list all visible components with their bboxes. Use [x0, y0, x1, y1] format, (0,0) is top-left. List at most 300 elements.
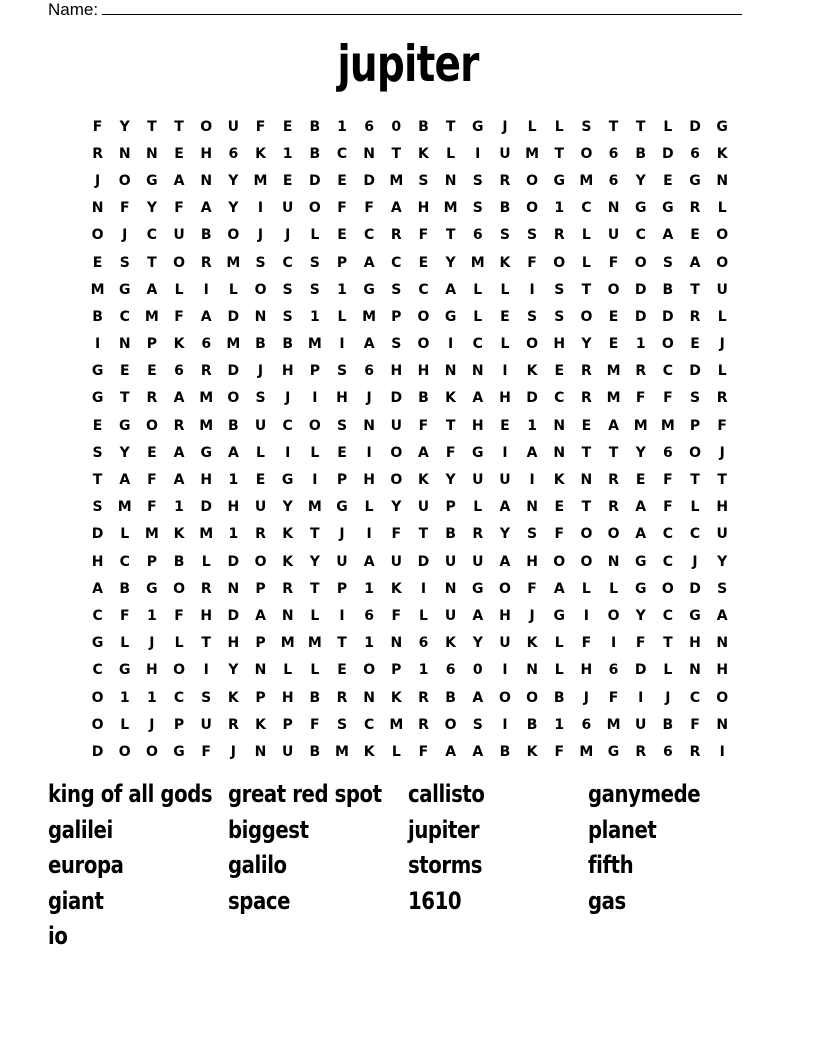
grid-letter[interactable]: L	[201, 553, 211, 570]
grid-letter[interactable]: O	[716, 227, 729, 244]
grid-letter[interactable]: Y	[119, 118, 130, 135]
grid-letter[interactable]: L	[364, 499, 374, 516]
grid-letter[interactable]: O	[634, 254, 647, 271]
grid-letter[interactable]: 1	[228, 526, 239, 543]
grid-letter[interactable]: L	[717, 363, 727, 380]
grid-letter[interactable]: S	[527, 227, 538, 244]
grid-letter[interactable]: S	[581, 118, 592, 135]
grid-letter[interactable]: B	[228, 417, 239, 434]
grid-letter[interactable]: A	[499, 499, 511, 516]
grid-letter[interactable]: R	[581, 363, 592, 380]
grid-letter[interactable]: I	[502, 444, 508, 461]
grid-letter[interactable]: A	[418, 444, 429, 461]
grid-letter[interactable]: N	[146, 145, 158, 162]
grid-letter[interactable]: U	[390, 417, 402, 434]
grid-letter[interactable]: N	[227, 580, 240, 597]
grid-letter[interactable]: G	[173, 743, 185, 760]
grid-letter[interactable]: F	[119, 607, 130, 624]
grid-letter[interactable]: A	[255, 607, 266, 624]
grid-letter[interactable]: 1	[174, 499, 184, 516]
grid-letter[interactable]: L	[473, 281, 483, 298]
grid-letter[interactable]: C	[173, 689, 185, 706]
grid-letter[interactable]: N	[254, 743, 267, 760]
grid-letter[interactable]: K	[553, 472, 565, 489]
grid-letter[interactable]: S	[92, 499, 103, 516]
grid-letter[interactable]: T	[608, 118, 619, 135]
grid-letter[interactable]: S	[282, 281, 293, 298]
grid-letter[interactable]: O	[254, 553, 267, 570]
grid-letter[interactable]: L	[120, 716, 130, 733]
grid-letter[interactable]: T	[119, 390, 130, 407]
grid-letter[interactable]: O	[526, 172, 539, 189]
grid-letter[interactable]: H	[390, 363, 403, 380]
grid-letter[interactable]: L	[663, 662, 673, 679]
grid-letter[interactable]: D	[634, 662, 647, 679]
grid-letter[interactable]: T	[310, 580, 320, 597]
grid-letter[interactable]: 6	[662, 444, 673, 461]
grid-letter[interactable]: J	[94, 172, 101, 189]
grid-letter[interactable]: Y	[445, 254, 456, 271]
grid-letter[interactable]: P	[255, 580, 266, 597]
grid-letter[interactable]: M	[606, 716, 621, 733]
grid-letter[interactable]: I	[339, 607, 345, 624]
grid-letter[interactable]: I	[719, 743, 725, 760]
grid-letter[interactable]: 6	[472, 227, 483, 244]
grid-letter[interactable]: 0	[472, 662, 483, 679]
grid-letter[interactable]: G	[91, 390, 104, 407]
grid-letter[interactable]: D	[91, 526, 104, 543]
grid-letter[interactable]: S	[418, 172, 429, 189]
grid-letter[interactable]: E	[337, 662, 347, 679]
grid-letter[interactable]: G	[118, 417, 131, 434]
grid-letter[interactable]: R	[716, 390, 728, 407]
grid-letter[interactable]: F	[255, 118, 266, 135]
grid-letter[interactable]: F	[717, 417, 727, 434]
grid-letter[interactable]: R	[581, 390, 592, 407]
grid-letter[interactable]: P	[391, 308, 402, 325]
grid-letter[interactable]: J	[583, 689, 589, 706]
grid-letter[interactable]: P	[146, 336, 158, 353]
grid-letter[interactable]: T	[690, 472, 700, 489]
grid-letter[interactable]: G	[336, 499, 348, 516]
grid-letter[interactable]: U	[173, 227, 185, 244]
grid-letter[interactable]: R	[499, 172, 511, 189]
grid-letter[interactable]: L	[473, 308, 483, 325]
grid-letter[interactable]: Y	[309, 553, 320, 570]
grid-letter[interactable]: N	[689, 662, 701, 679]
grid-letter[interactable]: E	[581, 417, 592, 434]
grid-letter[interactable]: F	[147, 472, 157, 489]
grid-letter[interactable]: 6	[364, 607, 375, 624]
grid-letter[interactable]: A	[227, 444, 239, 461]
grid-letter[interactable]: L	[717, 308, 727, 325]
grid-letter[interactable]: P	[689, 417, 701, 434]
grid-letter[interactable]: D	[200, 499, 213, 516]
grid-letter[interactable]: E	[663, 172, 673, 189]
grid-letter[interactable]: C	[336, 145, 348, 162]
grid-letter[interactable]: P	[336, 254, 348, 271]
grid-letter[interactable]: M	[443, 200, 458, 217]
grid-letter[interactable]: L	[554, 635, 564, 652]
grid-letter[interactable]: B	[553, 689, 565, 706]
grid-letter[interactable]: K	[282, 553, 294, 570]
grid-letter[interactable]: F	[527, 254, 537, 271]
grid-letter[interactable]: G	[472, 444, 484, 461]
grid-letter[interactable]: 1	[147, 689, 157, 706]
grid-letter[interactable]: Y	[282, 499, 293, 516]
grid-letter[interactable]: G	[634, 200, 647, 217]
grid-letter[interactable]: S	[336, 716, 348, 733]
grid-letter[interactable]: R	[472, 526, 484, 543]
grid-letter[interactable]: 1	[337, 281, 347, 298]
grid-letter[interactable]: U	[499, 635, 511, 652]
grid-letter[interactable]: T	[147, 118, 157, 135]
grid-letter[interactable]: R	[418, 689, 429, 706]
grid-letter[interactable]: L	[527, 118, 537, 135]
grid-letter[interactable]: H	[580, 662, 593, 679]
grid-letter[interactable]: H	[200, 607, 213, 624]
grid-letter[interactable]: M	[606, 363, 621, 380]
grid-letter[interactable]: Y	[119, 444, 130, 461]
grid-letter[interactable]: R	[608, 499, 619, 516]
grid-letter[interactable]: S	[717, 580, 728, 597]
grid-letter[interactable]: L	[609, 580, 618, 597]
grid-letter[interactable]: L	[554, 118, 564, 135]
grid-letter[interactable]: G	[472, 118, 484, 135]
grid-letter[interactable]: K	[173, 336, 185, 353]
grid-letter[interactable]: S	[119, 254, 130, 271]
grid-letter[interactable]: M	[90, 281, 105, 298]
grid-letter[interactable]: R	[608, 472, 619, 489]
grid-letter[interactable]: M	[579, 743, 594, 760]
grid-letter[interactable]: E	[500, 417, 510, 434]
grid-letter[interactable]: Y	[472, 635, 483, 652]
grid-letter[interactable]: R	[173, 417, 185, 434]
grid-letter[interactable]: M	[199, 417, 214, 434]
grid-letter[interactable]: K	[282, 526, 294, 543]
grid-letter[interactable]: F	[391, 607, 402, 624]
grid-letter[interactable]: N	[118, 145, 131, 162]
grid-letter[interactable]: N	[363, 417, 375, 434]
grid-letter[interactable]: G	[281, 472, 294, 489]
grid-letter[interactable]: A	[526, 444, 538, 461]
grid-letter[interactable]: L	[310, 444, 320, 461]
grid-letter[interactable]: T	[147, 254, 157, 271]
grid-letter[interactable]: D	[689, 118, 701, 135]
grid-letter[interactable]: J	[692, 553, 698, 570]
grid-letter[interactable]: L	[337, 308, 347, 325]
grid-letter[interactable]: G	[444, 308, 457, 325]
grid-letter[interactable]: A	[472, 390, 484, 407]
grid-letter[interactable]: L	[310, 607, 320, 624]
grid-letter[interactable]: G	[146, 580, 158, 597]
grid-letter[interactable]: O	[580, 308, 593, 325]
grid-letter[interactable]: S	[472, 716, 483, 733]
grid-letter[interactable]: E	[635, 472, 646, 489]
grid-letter[interactable]: C	[472, 336, 483, 353]
grid-letter[interactable]: I	[502, 716, 508, 733]
grid-letter[interactable]: R	[200, 580, 212, 597]
grid-letter[interactable]: 6	[445, 662, 456, 679]
grid-letter[interactable]: B	[499, 743, 511, 760]
grid-letter[interactable]: H	[526, 553, 538, 570]
grid-letter[interactable]: O	[689, 444, 701, 461]
grid-letter[interactable]: C	[418, 281, 429, 298]
grid-letter[interactable]: E	[608, 308, 619, 325]
grid-letter[interactable]: M	[144, 308, 159, 325]
grid-letter[interactable]: N	[118, 336, 131, 353]
grid-letter[interactable]: O	[145, 417, 158, 434]
grid-letter[interactable]: O	[227, 227, 240, 244]
grid-letter[interactable]: R	[146, 390, 158, 407]
grid-letter[interactable]: A	[472, 689, 484, 706]
grid-letter[interactable]: A	[363, 336, 375, 353]
grid-letter[interactable]: 1	[554, 716, 565, 733]
grid-letter[interactable]: N	[200, 172, 213, 189]
grid-letter[interactable]: 6	[228, 145, 239, 162]
grid-letter[interactable]: H	[553, 336, 566, 353]
grid-letter[interactable]: L	[581, 227, 591, 244]
grid-letter[interactable]: J	[285, 390, 291, 407]
grid-letter[interactable]: U	[444, 553, 457, 570]
grid-letter[interactable]: N	[363, 689, 375, 706]
grid-letter[interactable]: K	[716, 145, 728, 162]
grid-letter[interactable]: D	[662, 308, 674, 325]
grid-letter[interactable]: Y	[581, 336, 592, 353]
grid-letter[interactable]: B	[662, 281, 674, 298]
grid-letter[interactable]: L	[228, 281, 238, 298]
grid-letter[interactable]: M	[144, 526, 159, 543]
grid-letter[interactable]: O	[661, 336, 674, 353]
grid-letter[interactable]: U	[472, 553, 484, 570]
grid-letter[interactable]: G	[118, 662, 131, 679]
grid-letter[interactable]: S	[499, 227, 510, 244]
grid-letter[interactable]: M	[307, 336, 322, 353]
grid-letter[interactable]: C	[364, 227, 375, 244]
grid-letter[interactable]: T	[174, 118, 184, 135]
grid-letter[interactable]: I	[257, 200, 264, 217]
grid-letter[interactable]: O	[91, 227, 104, 244]
grid-letter[interactable]: L	[391, 743, 401, 760]
grid-letter[interactable]: H	[281, 689, 294, 706]
grid-letter[interactable]: D	[417, 553, 430, 570]
grid-letter[interactable]: O	[363, 662, 376, 679]
grid-letter[interactable]: M	[470, 254, 485, 271]
grid-letter[interactable]: U	[254, 417, 267, 434]
grid-letter[interactable]: P	[336, 580, 348, 597]
grid-letter[interactable]: L	[581, 254, 591, 271]
grid-letter[interactable]: G	[363, 281, 375, 298]
grid-letter[interactable]: A	[608, 417, 619, 434]
grid-letter[interactable]: U	[607, 227, 620, 244]
grid-letter[interactable]: I	[94, 336, 101, 353]
grid-letter[interactable]: F	[119, 200, 130, 217]
grid-letter[interactable]: A	[635, 526, 647, 543]
grid-letter[interactable]: N	[444, 580, 457, 597]
grid-letter[interactable]: 6	[608, 662, 619, 679]
grid-letter[interactable]: J	[529, 607, 535, 624]
grid-letter[interactable]: L	[256, 444, 265, 461]
grid-letter[interactable]: B	[309, 689, 321, 706]
grid-letter[interactable]: K	[526, 363, 538, 380]
grid-letter[interactable]: P	[146, 553, 158, 570]
grid-letter[interactable]: A	[445, 743, 457, 760]
grid-letter[interactable]: F	[201, 743, 211, 760]
grid-letter[interactable]: I	[502, 363, 508, 380]
grid-letter[interactable]: P	[255, 689, 266, 706]
grid-letter[interactable]: A	[390, 200, 402, 217]
grid-letter[interactable]: M	[335, 743, 349, 760]
grid-letter[interactable]: M	[525, 145, 540, 162]
grid-letter[interactable]: D	[227, 607, 240, 624]
grid-letter[interactable]: H	[417, 363, 430, 380]
grid-letter[interactable]: I	[502, 662, 508, 679]
grid-letter[interactable]: O	[91, 716, 104, 733]
grid-letter[interactable]: A	[92, 580, 103, 597]
grid-letter[interactable]: F	[690, 716, 700, 733]
grid-letter[interactable]: F	[418, 227, 429, 244]
grid-letter[interactable]: A	[119, 472, 131, 489]
grid-letter[interactable]: K	[227, 689, 239, 706]
grid-letter[interactable]: N	[444, 363, 457, 380]
grid-letter[interactable]: T	[201, 635, 211, 652]
grid-letter[interactable]: N	[526, 499, 538, 516]
grid-letter[interactable]: D	[634, 281, 647, 298]
grid-letter[interactable]: H	[200, 145, 213, 162]
grid-letter[interactable]: 6	[201, 336, 212, 353]
grid-letter[interactable]: F	[418, 743, 429, 760]
grid-letter[interactable]: M	[606, 390, 621, 407]
grid-letter[interactable]: O	[580, 526, 593, 543]
grid-letter[interactable]: I	[529, 472, 535, 489]
grid-letter[interactable]: J	[122, 227, 128, 244]
grid-letter[interactable]: J	[285, 227, 291, 244]
grid-letter[interactable]: K	[445, 635, 457, 652]
grid-letter[interactable]: T	[608, 444, 619, 461]
grid-letter[interactable]: T	[635, 118, 646, 135]
grid-letter[interactable]: S	[255, 254, 266, 271]
grid-letter[interactable]: S	[391, 336, 402, 353]
grid-letter[interactable]: N	[390, 635, 403, 652]
grid-letter[interactable]: I	[285, 444, 291, 461]
grid-letter[interactable]: B	[662, 716, 674, 733]
grid-letter[interactable]: L	[500, 281, 510, 298]
grid-letter[interactable]: 1	[418, 662, 429, 679]
grid-letter[interactable]: S	[255, 390, 266, 407]
grid-letter[interactable]: F	[663, 472, 673, 489]
grid-letter[interactable]: I	[448, 336, 454, 353]
grid-letter[interactable]: O	[607, 526, 620, 543]
grid-letter[interactable]: A	[363, 254, 375, 271]
grid-letter[interactable]: O	[716, 689, 729, 706]
grid-letter[interactable]: O	[417, 308, 430, 325]
grid-letter[interactable]: Y	[635, 607, 646, 624]
grid-letter[interactable]: N	[254, 308, 267, 325]
grid-letter[interactable]: K	[390, 580, 402, 597]
grid-letter[interactable]: F	[445, 444, 456, 461]
grid-letter[interactable]: K	[255, 145, 266, 162]
grid-letter[interactable]: A	[445, 281, 457, 298]
grid-letter[interactable]: A	[553, 580, 565, 597]
grid-letter[interactable]: 6	[581, 716, 592, 733]
grid-letter[interactable]: T	[581, 444, 592, 461]
grid-letter[interactable]: B	[119, 580, 131, 597]
grid-letter[interactable]: O	[526, 689, 539, 706]
grid-letter[interactable]: U	[417, 499, 430, 516]
grid-letter[interactable]: O	[390, 444, 403, 461]
grid-letter[interactable]: N	[607, 553, 620, 570]
grid-letter[interactable]: L	[554, 662, 564, 679]
grid-letter[interactable]: E	[554, 363, 565, 380]
grid-letter[interactable]: S	[689, 390, 701, 407]
grid-letter[interactable]: M	[307, 499, 322, 516]
grid-letter[interactable]: S	[201, 689, 212, 706]
grid-letter[interactable]: F	[635, 390, 646, 407]
grid-letter[interactable]: 6	[174, 363, 184, 380]
grid-letter[interactable]: O	[417, 336, 430, 353]
grid-letter[interactable]: D	[689, 363, 701, 380]
grid-letter[interactable]: H	[471, 417, 484, 434]
grid-letter[interactable]: B	[309, 743, 321, 760]
grid-letter[interactable]: P	[173, 716, 185, 733]
grid-letter[interactable]: 1	[527, 417, 537, 434]
grid-letter[interactable]: B	[92, 308, 103, 325]
grid-letter[interactable]: A	[363, 553, 375, 570]
grid-letter[interactable]: F	[174, 200, 184, 217]
grid-letter[interactable]: F	[635, 635, 646, 652]
grid-letter[interactable]: G	[118, 281, 131, 298]
grid-letter[interactable]: O	[173, 662, 185, 679]
grid-letter[interactable]: E	[255, 472, 266, 489]
grid-letter[interactable]: Y	[445, 472, 456, 489]
grid-letter[interactable]: E	[608, 336, 619, 353]
grid-letter[interactable]: S	[554, 308, 565, 325]
grid-letter[interactable]: U	[635, 716, 647, 733]
grid-letter[interactable]: I	[610, 635, 617, 652]
grid-letter[interactable]: M	[660, 417, 675, 434]
grid-letter[interactable]: U	[336, 553, 348, 570]
grid-letter[interactable]: R	[553, 227, 565, 244]
grid-letter[interactable]: 1	[364, 635, 375, 652]
grid-letter[interactable]: K	[173, 526, 185, 543]
grid-letter[interactable]: L	[174, 281, 184, 298]
grid-letter[interactable]: 1	[309, 308, 320, 325]
grid-letter[interactable]: T	[310, 526, 320, 543]
grid-letter[interactable]: H	[716, 499, 729, 516]
grid-letter[interactable]: A	[472, 607, 484, 624]
grid-letter[interactable]: P	[336, 472, 348, 489]
grid-letter[interactable]: A	[146, 281, 158, 298]
grid-letter[interactable]: R	[227, 716, 239, 733]
grid-letter[interactable]: R	[390, 227, 402, 244]
grid-letter[interactable]: 1	[337, 118, 347, 135]
grid-letter[interactable]: G	[716, 118, 728, 135]
grid-letter[interactable]: E	[554, 499, 565, 516]
grid-letter[interactable]: C	[635, 227, 646, 244]
grid-letter[interactable]: O	[580, 145, 593, 162]
grid-letter[interactable]: F	[92, 118, 103, 135]
grid-letter[interactable]: O	[118, 743, 131, 760]
grid-letter[interactable]: J	[230, 743, 236, 760]
grid-letter[interactable]: I	[203, 662, 209, 679]
grid-letter[interactable]: M	[199, 526, 214, 543]
grid-letter[interactable]: M	[362, 308, 377, 325]
grid-letter[interactable]: I	[366, 444, 372, 461]
grid-letter[interactable]: J	[665, 689, 671, 706]
grid-letter[interactable]: O	[498, 689, 511, 706]
grid-letter[interactable]: N	[254, 662, 267, 679]
grid-letter[interactable]: N	[281, 607, 294, 624]
